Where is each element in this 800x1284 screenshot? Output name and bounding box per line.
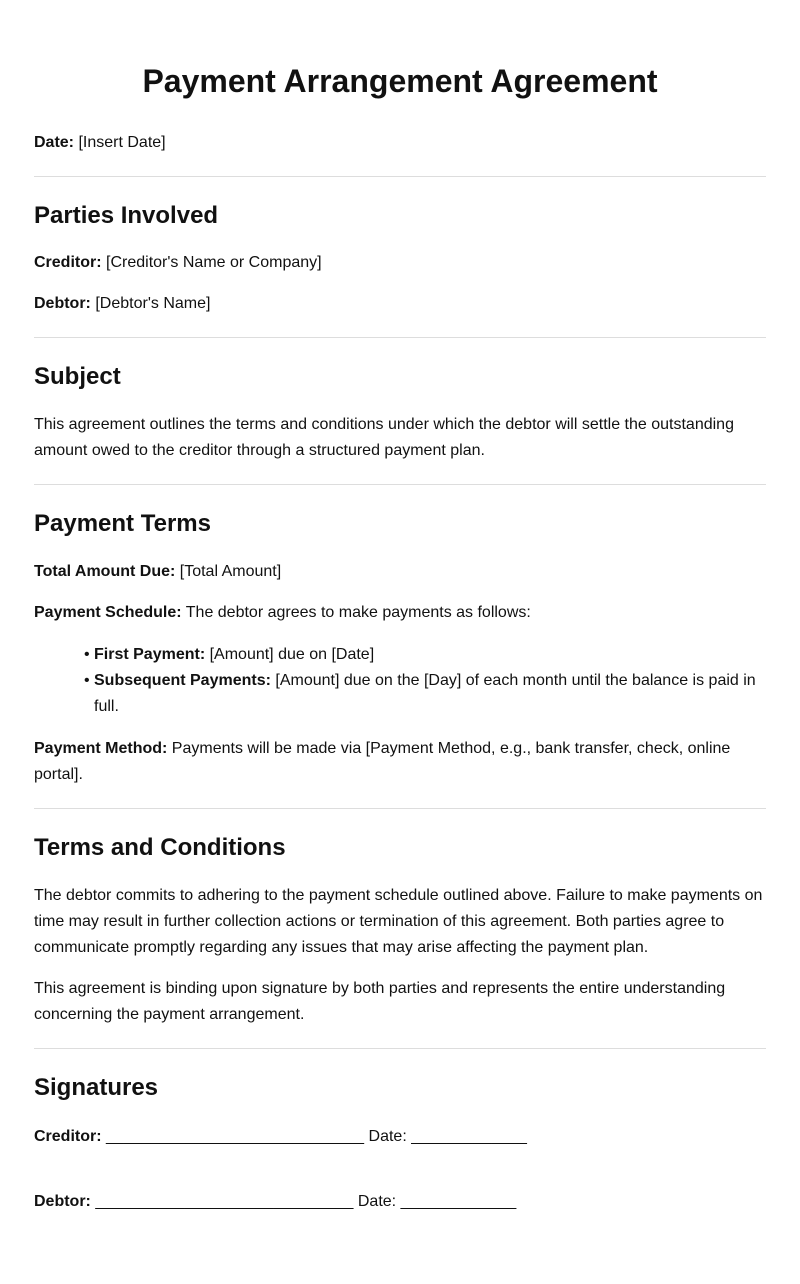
subsequent-payments-value: [Amount] due on the [Day] of each month until the balance is paid in full. bbox=[94, 672, 756, 715]
total-amount-value: [Total Amount] bbox=[179, 563, 282, 580]
bullet-icon: • bbox=[84, 672, 90, 689]
debtor-value: [Debtor's Name] bbox=[95, 295, 211, 312]
payment-method-value: Payments will be made via [Payment Method, e.g., bank transfer, check, online portal]. bbox=[34, 740, 731, 783]
creditor-date-label: Date: bbox=[368, 1128, 407, 1145]
debtor-line bbox=[34, 291, 766, 317]
terms-paragraph-1: The debtor commits to adhering to the payment schedule outlined above. Failure to make payments on time may result in further collection actions or termination of this agreement. Both parties agree to communicate promptly regarding any issues that may arise affecting the payment plan. bbox=[34, 887, 763, 956]
debtor-signature-label: Debtor: bbox=[34, 1193, 91, 1210]
payment-method-line bbox=[34, 736, 766, 788]
creditor-line bbox=[34, 250, 766, 276]
creditor-signature-line bbox=[34, 1124, 766, 1150]
debtor-label: Debtor: bbox=[34, 295, 91, 312]
list-item bbox=[84, 642, 766, 668]
creditor-label: Creditor: bbox=[34, 254, 102, 271]
payment-schedule-label: Payment Schedule: bbox=[34, 604, 182, 621]
parties-heading: Parties Involved bbox=[34, 202, 219, 229]
creditor-signature-label: Creditor: bbox=[34, 1128, 102, 1145]
debtor-signature-line bbox=[34, 1189, 766, 1215]
signatures-heading: Signatures bbox=[34, 1074, 159, 1101]
subject-text: This agreement outlines the terms and conditions under which the debtor will settle the outstanding amount owed to the creditor through a structured payment plan. bbox=[34, 416, 734, 459]
date-value: [Insert Date] bbox=[78, 134, 166, 151]
payment-schedule-value: The debtor agrees to make payments as follows: bbox=[185, 604, 531, 621]
debtor-date-blank: _____________ bbox=[400, 1193, 517, 1210]
total-amount-line bbox=[34, 559, 766, 585]
divider bbox=[34, 176, 766, 177]
creditor-date-blank: _____________ bbox=[411, 1128, 527, 1145]
divider bbox=[34, 808, 766, 809]
terms-paragraph-2: This agreement is binding upon signature by both parties and represents the entire understanding concerning the payment arrangement. bbox=[34, 980, 726, 1023]
payment-schedule-line bbox=[34, 600, 766, 626]
date-label: Date: bbox=[34, 134, 75, 151]
divider bbox=[34, 1048, 766, 1049]
debtor-signature-blank: _____________________________ bbox=[95, 1193, 354, 1210]
creditor-value: [Creditor's Name or Company] bbox=[106, 254, 322, 271]
list-item bbox=[84, 668, 766, 720]
payment-method-label: Payment Method: bbox=[34, 740, 168, 757]
total-amount-label: Total Amount Due: bbox=[34, 563, 176, 580]
subject-heading: Subject bbox=[34, 363, 121, 390]
terms-heading: Terms and Conditions bbox=[34, 834, 286, 861]
divider bbox=[34, 484, 766, 485]
debtor-date-label: Date: bbox=[357, 1193, 397, 1210]
date-line bbox=[34, 130, 766, 156]
payment-schedule-list bbox=[34, 642, 766, 720]
document-title: Payment Arrangement Agreement bbox=[142, 63, 658, 99]
first-payment-value: [Amount] due on [Date] bbox=[209, 646, 375, 663]
first-payment-label: First Payment: bbox=[94, 646, 206, 663]
divider bbox=[34, 337, 766, 338]
payment-terms-heading: Payment Terms bbox=[34, 510, 211, 537]
bullet-icon: • bbox=[84, 646, 90, 663]
subsequent-payments-label: Subsequent Payments: bbox=[94, 672, 271, 689]
creditor-signature-blank: _____________________________ bbox=[106, 1128, 365, 1145]
